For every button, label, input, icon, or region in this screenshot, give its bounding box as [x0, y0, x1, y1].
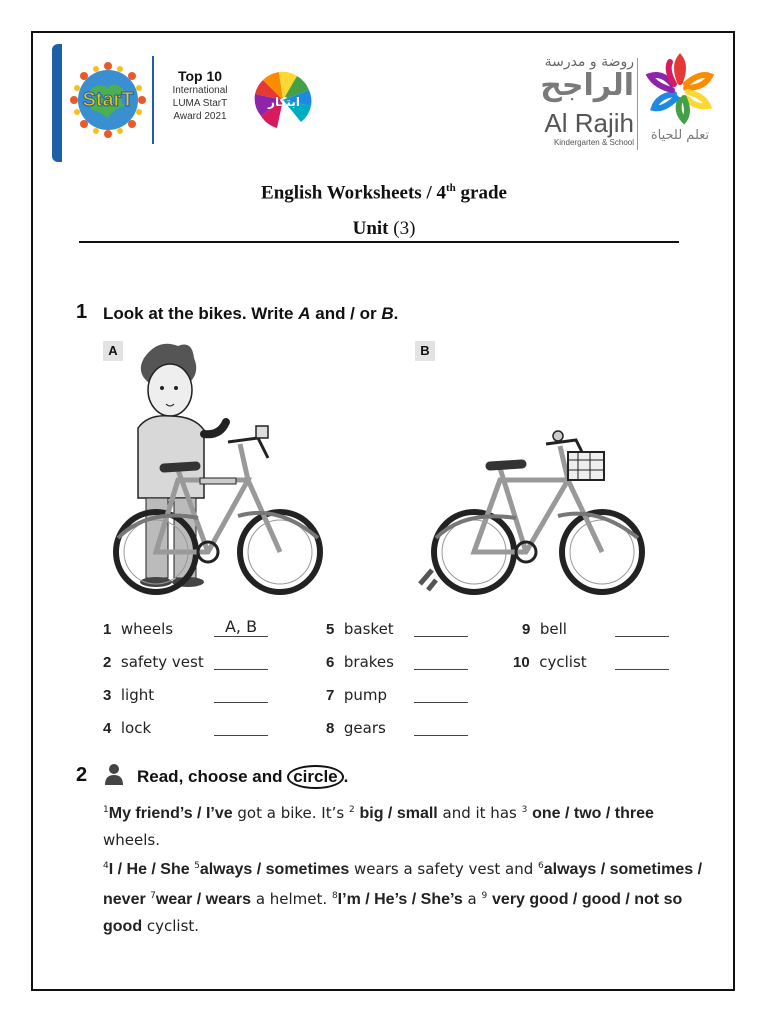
item-word: pump: [343, 686, 388, 704]
start-globe-logo: [68, 60, 148, 140]
instr-b: B: [381, 304, 394, 323]
item-number: 1: [103, 621, 112, 638]
school-logo-divider: [637, 58, 638, 150]
instr2-text: Read, choose and: [137, 767, 288, 786]
bike-b: [420, 431, 642, 592]
answer-blank[interactable]: [414, 717, 468, 736]
exercise2-number: 2: [76, 764, 88, 786]
item-number: 9: [522, 621, 531, 638]
item-word: cyclist: [539, 653, 587, 671]
gap-number: 6: [538, 861, 544, 871]
answer-blank[interactable]: [615, 618, 669, 637]
item-word: bell: [539, 620, 567, 638]
title-rule: [79, 241, 679, 243]
reading-paragraph: [103, 797, 703, 940]
para-text: and it has: [437, 804, 522, 822]
gap-number: 4: [103, 861, 109, 871]
instr-text: Look at the bikes. Write: [103, 304, 299, 323]
para-text: a: [462, 890, 482, 908]
list-item: [103, 653, 204, 671]
list-item: [326, 719, 386, 737]
item-number: 7: [326, 687, 335, 704]
person-icon: [103, 763, 125, 785]
instr-a: A: [298, 304, 311, 323]
choice-option[interactable]: very good / good / not so good: [103, 891, 683, 935]
choice-option[interactable]: always / sometimes / never: [103, 861, 703, 908]
item-word: wheels: [120, 620, 174, 638]
list-item: [103, 620, 173, 638]
award-line4: Award 2021: [173, 111, 227, 122]
choice-option[interactable]: always / sometimes: [199, 861, 350, 878]
item-word: lock: [120, 719, 152, 737]
school-subtitle: Kindergarten & School: [553, 138, 634, 147]
page-title: [0, 182, 768, 204]
title-sup: th: [445, 182, 456, 194]
label-b: B: [415, 341, 435, 361]
item-number: 3: [103, 687, 112, 704]
gap-number: 2: [348, 805, 355, 815]
gap-number: 8: [331, 891, 338, 901]
item-word: basket: [343, 620, 394, 638]
unit-title: [0, 218, 768, 240]
circle-word: circle: [287, 765, 343, 789]
item-word: safety vest: [120, 653, 204, 671]
item-number: 5: [326, 621, 335, 638]
list-item: [103, 719, 151, 737]
item-number: 10: [513, 654, 530, 671]
item-word: gears: [343, 719, 386, 737]
ebtikar-logo: [248, 60, 318, 132]
instr-and-or: and / or: [310, 304, 382, 323]
item-word: brakes: [343, 653, 394, 671]
item-number: 8: [326, 720, 335, 737]
unit-value: (3): [393, 218, 416, 239]
school-arabic-name: الراجح: [540, 68, 634, 103]
item-word: light: [120, 686, 155, 704]
answer-blank[interactable]: [414, 651, 468, 670]
instr-period: .: [393, 304, 399, 323]
answer-blank[interactable]: [214, 717, 268, 736]
item-number: 2: [103, 654, 112, 671]
title-tail: grade: [455, 182, 507, 204]
gap-number: 9: [481, 891, 488, 901]
choice-option[interactable]: big / small: [359, 805, 438, 822]
answer-blank[interactable]: [214, 651, 268, 670]
gap-number: 1: [103, 805, 109, 815]
item-number: 6: [326, 654, 335, 671]
ebtikar-text: ابتكار: [268, 95, 300, 109]
answer-blank[interactable]: A, B: [214, 618, 268, 637]
list-item: [513, 653, 587, 671]
bike-b-illustration: [418, 420, 646, 600]
label-a: A: [103, 341, 123, 361]
instr2-period: .: [343, 767, 349, 786]
school-slogan: تعلم للحياة: [650, 128, 710, 143]
school-latin-name: Al Rajih: [544, 108, 634, 138]
para-text: cyclist.: [142, 917, 200, 935]
para-text: wheels.: [103, 831, 160, 849]
para-text: a helmet.: [251, 890, 332, 908]
list-item: [522, 620, 567, 638]
start-logo-text: StarT: [82, 89, 134, 111]
list-item: [326, 620, 394, 638]
logo-divider: [152, 56, 154, 144]
choice-option[interactable]: one / two / three: [532, 805, 654, 822]
bike-a-illustration: [108, 338, 330, 600]
answer-blank[interactable]: [214, 684, 268, 703]
choice-option[interactable]: I / He / She: [108, 861, 195, 878]
item-number: 4: [103, 720, 112, 737]
award-line3: LUMA StarT: [172, 98, 228, 109]
choice-option[interactable]: wear / wears: [155, 891, 252, 908]
award-line2: International: [172, 85, 228, 96]
rajih-flower-logo: [642, 52, 718, 128]
exercise1-instruction: [103, 304, 398, 324]
award-line1: Top 10: [177, 68, 223, 84]
exercise1-number: 1: [76, 301, 88, 323]
title-main: English Worksheets / 4: [261, 182, 446, 204]
exercise2-instruction: [137, 765, 348, 789]
list-item: [326, 653, 394, 671]
choice-option[interactable]: I’m / He’s / She’s: [337, 891, 463, 908]
answer-blank[interactable]: [414, 684, 468, 703]
list-item: [326, 686, 387, 704]
award-text: [160, 68, 240, 123]
unit-label: Unit: [352, 218, 389, 239]
list-item: [103, 686, 154, 704]
school-arabic-top: روضة و مدرسة: [544, 54, 634, 70]
gap-number: 5: [194, 861, 200, 871]
gap-number: 7: [150, 891, 156, 901]
para-text: got a bike. It’s: [232, 804, 349, 822]
gap-number: 3: [521, 805, 528, 815]
choice-option[interactable]: My friend’s / I’ve: [108, 805, 233, 822]
para-text: wears a safety vest and: [349, 860, 539, 878]
answer-blank[interactable]: [414, 618, 468, 637]
header-accent-bar: [52, 44, 62, 162]
answer-blank[interactable]: [615, 651, 669, 670]
